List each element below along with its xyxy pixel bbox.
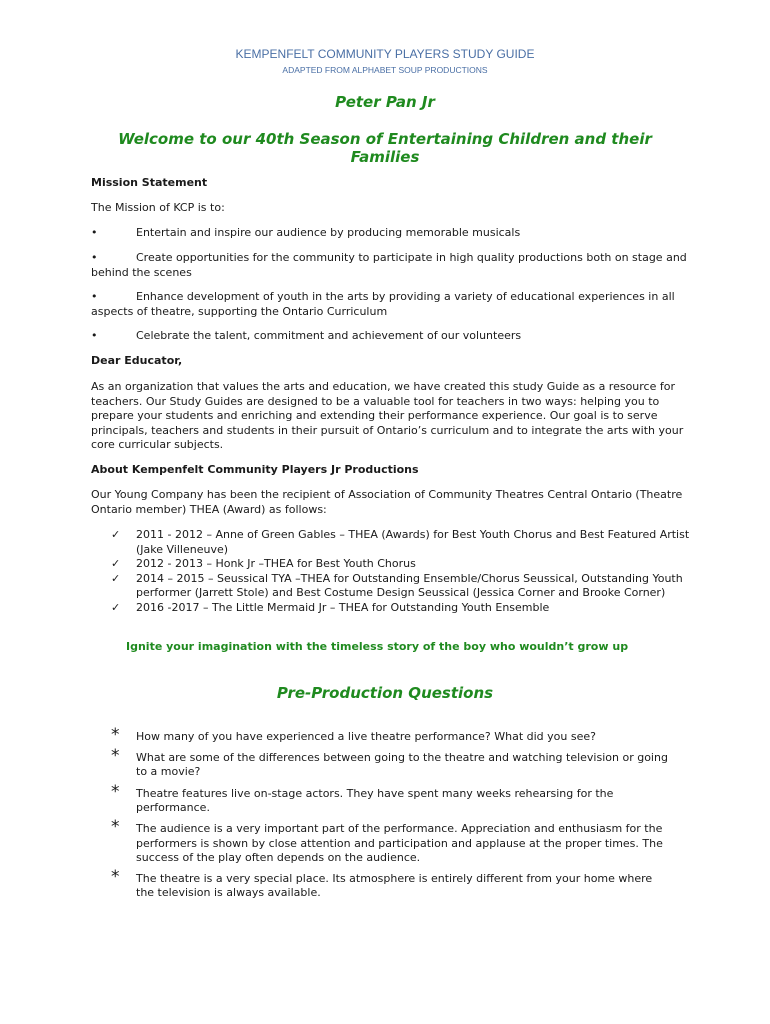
about-heading: About Kempenfelt Community Players Jr Productions — [91, 463, 419, 476]
question-text: Theatre features live on-stage actors. They have spent many weeks rehearsing for the performance. — [136, 786, 614, 815]
bullet-icon: • — [91, 251, 98, 264]
bullet-icon: • — [91, 226, 98, 239]
award-text: 2012 - 2013 – Honk Jr –THEA for Best Youth Chorus — [136, 557, 416, 571]
page-title: Peter Pan Jr — [335, 93, 435, 111]
award-item — [91, 572, 691, 601]
question-item — [108, 745, 668, 780]
question-item — [108, 866, 668, 901]
header-line-1: KEMPENFELT COMMUNITY PLAYERS STUDY GUIDE — [235, 47, 535, 61]
mission-item — [91, 290, 691, 319]
mission-intro: The Mission of KCP is to: — [91, 201, 225, 214]
header-line-2: ADAPTED FROM ALPHABET SOUP PRODUCTIONS — [282, 65, 488, 75]
mission-item — [91, 251, 691, 280]
checkmark-icon: ✓ — [111, 600, 121, 614]
award-text: 2016 -2017 – The Little Mermaid Jr – THEA for Outstanding Youth Ensemble — [136, 600, 550, 614]
mission-item-text: Celebrate the talent, commitment and achievement of our volunteers — [136, 329, 522, 342]
mission-heading: Mission Statement — [91, 176, 208, 189]
question-text: The audience is a very important part of the performance. Appreciation and enthusiasm for the performers is shown by close attention and participation and applause at the proper times. The success of the play often depends on the audience. — [136, 821, 663, 865]
mission-item — [91, 329, 691, 344]
award-text: 2011 - 2012 – Anne of Green Gables – THEA (Awards) for Best Youth Chorus and Best Featured Artist (Jake Villeneuve) — [136, 528, 690, 556]
question-item — [108, 725, 668, 745]
about-body: Our Young Company has been the recipient of Association of Community Theatres Central Ontario (Theatre Ontario member) THEA (Award) as follows: — [91, 488, 683, 516]
asterisk-icon: * — [111, 781, 120, 802]
asterisk-icon: * — [111, 745, 120, 766]
educator-body: As an organization that values the arts and education, we have created this study Guide as a resource for teachers. Our Study Guides are designed to be a valuable tool for teachers in two ways: helping you to prepare your students and enriching and extending their performance experience. Our goal is to serve principals, teachers and students in their pursuit of Ontario’s curriculum and to integrate the arts with your core curricular subjects. — [91, 380, 684, 452]
question-text: How many of you have experienced a live theatre performance? What did you see? — [136, 730, 596, 743]
questions-list — [108, 725, 668, 901]
welcome-heading: Welcome to our 40th Season of Entertaining Children and their Families — [118, 130, 652, 166]
bullet-icon: • — [91, 290, 98, 303]
award-text: 2014 – 2015 – Seussical TYA –THEA for Outstanding Ensemble/Chorus Seussical, Outstanding Youth performer (Jarrett Stole) and Best Costume Design Seussical (Jessica Corner and Brooke Corner) — [136, 571, 683, 600]
asterisk-icon: * — [111, 866, 120, 887]
question-item — [108, 816, 668, 866]
mission-item-text: Entertain and inspire our audience by producing memorable musicals — [136, 226, 521, 239]
award-item — [91, 601, 691, 616]
preproduction-heading: Pre-Production Questions — [276, 684, 494, 702]
mission-item-text: Create opportunities for the community to participate in high quality productions both on stage and behind the scenes — [91, 251, 687, 279]
ignite-tagline: Ignite your imagination with the timeless story of the boy who wouldn’t grow up — [126, 640, 629, 653]
award-item — [91, 528, 691, 557]
asterisk-icon: * — [111, 725, 120, 745]
question-item — [108, 781, 668, 816]
checkmark-icon: ✓ — [111, 557, 121, 571]
mission-item-text: Enhance development of youth in the arts by providing a variety of educational experiences in all aspects of theatre, supporting the Ontario Curriculum — [91, 290, 675, 318]
question-text: The theatre is a very special place. Its atmosphere is entirely different from your home where the television is always available. — [136, 871, 653, 900]
checkmark-icon: ✓ — [111, 571, 121, 585]
mission-item — [91, 226, 691, 241]
awards-list — [91, 528, 691, 616]
bullet-icon: • — [91, 329, 98, 342]
checkmark-icon: ✓ — [111, 528, 121, 541]
educator-heading: Dear Educator, — [91, 354, 183, 367]
question-text: What are some of the differences between going to the theatre and watching television or going to a movie? — [136, 750, 668, 779]
asterisk-icon: * — [111, 816, 120, 837]
award-item — [91, 557, 691, 572]
